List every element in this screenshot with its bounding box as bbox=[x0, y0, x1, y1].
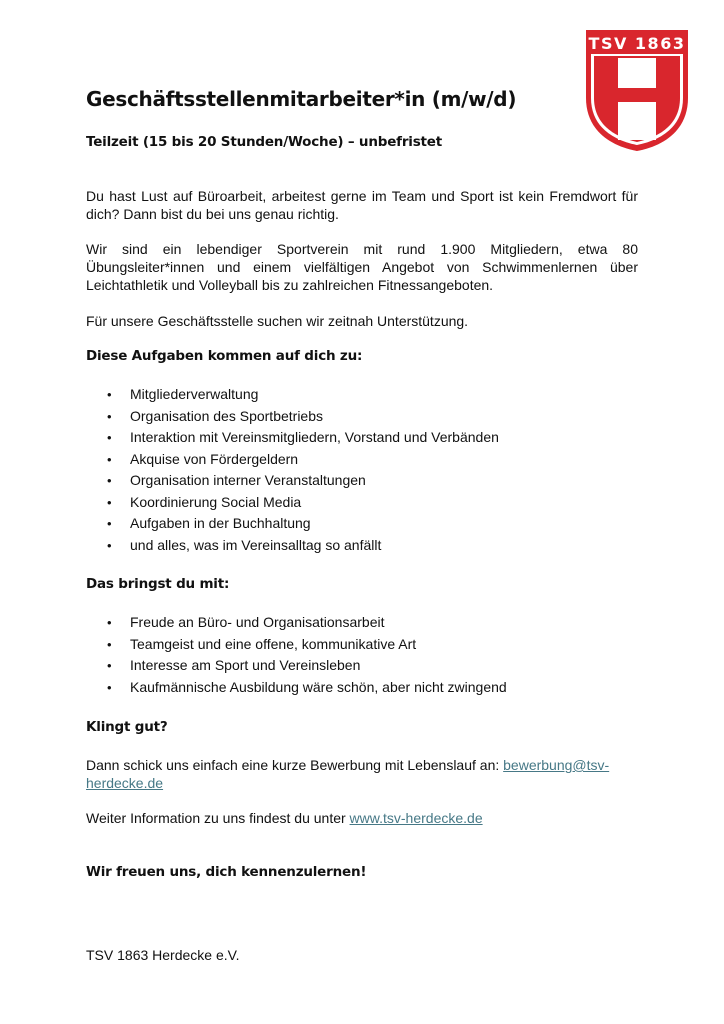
intro-paragraph-1: Du hast Lust auf Büroarbeit, arbeitest gerne im Team und Sport ist kein Fremdwort für dich? Dann bist du bei uns genau richtig. bbox=[86, 188, 638, 222]
bullet-icon: • bbox=[107, 473, 112, 488]
bullet-icon: • bbox=[107, 537, 112, 553]
apply-text: Dann schick uns einfach eine kurze Bewerbung mit Lebenslauf an: bbox=[86, 757, 504, 773]
list-item-text: Teamgeist und eine offene, kommunikative Art bbox=[130, 635, 417, 652]
info-text: Weiter Information zu uns findest du unter bbox=[86, 810, 350, 826]
list-item-text: Freude an Büro- und Organisationsarbeit bbox=[130, 614, 385, 630]
bullet-icon: • bbox=[107, 516, 112, 531]
job-title: Geschäftsstellenmitarbeiter*in (m/w/d) bbox=[86, 87, 517, 111]
list-item-text: Interesse am Sport und Vereinsleben bbox=[130, 657, 361, 673]
list-item-text: und alles, was im Vereinsalltag so anfällt bbox=[130, 536, 382, 553]
bullet-icon: • bbox=[107, 430, 112, 445]
list-item bbox=[86, 677, 507, 699]
list-item-text: Akquise von Fördergeldern bbox=[130, 450, 299, 467]
list-item-text: Organisation interner Veranstaltungen bbox=[130, 472, 366, 488]
footer-org-name: TSV 1863 Herdecke e.V. bbox=[86, 947, 240, 963]
list-item bbox=[86, 470, 499, 492]
tsv-shield-logo bbox=[584, 28, 690, 153]
bullet-icon: • bbox=[107, 451, 112, 467]
requirements-list bbox=[86, 612, 507, 698]
requirements-heading: Das bringst du mit: bbox=[86, 576, 230, 592]
bullet-icon: • bbox=[107, 636, 112, 652]
job-subtitle: Teilzeit (15 bis 20 Stunden/Woche) – unbefristet bbox=[86, 134, 443, 150]
list-item-text: Mitgliederverwaltung bbox=[130, 386, 259, 402]
list-item bbox=[86, 634, 507, 656]
list-item-text: Kaufmännische Ausbildung wäre schön, aber nicht zwingend bbox=[130, 678, 507, 695]
list-item bbox=[86, 535, 499, 557]
list-item bbox=[86, 384, 499, 406]
email-link[interactable]: bewerbung@tsv-herdecke.de bbox=[86, 757, 610, 791]
intro-paragraph-3: Für unsere Geschäftsstelle suchen wir zeitnah Unterstützung. bbox=[86, 313, 469, 329]
bullet-icon: • bbox=[107, 387, 112, 402]
bullet-icon: • bbox=[107, 615, 112, 630]
list-item bbox=[86, 612, 507, 634]
list-item-text: Koordinierung Social Media bbox=[130, 493, 302, 510]
bullet-icon: • bbox=[107, 494, 112, 510]
list-item-text: Aufgaben in der Buchhaltung bbox=[130, 515, 311, 531]
list-item bbox=[86, 513, 499, 535]
closing-text: Wir freuen uns, dich kennenzulernen! bbox=[86, 864, 367, 880]
list-item bbox=[86, 655, 507, 677]
logo-text: TSV 1863 bbox=[588, 34, 686, 53]
bullet-icon: • bbox=[107, 658, 112, 673]
bullet-icon: • bbox=[107, 679, 112, 695]
list-item bbox=[86, 492, 499, 514]
list-item bbox=[86, 427, 499, 449]
tasks-heading: Diese Aufgaben kommen auf dich zu: bbox=[86, 348, 363, 364]
list-item-text: Interaktion mit Vereinsmitgliedern, Vorstand und Verbänden bbox=[130, 429, 499, 445]
website-link[interactable]: www.tsv-herdecke.de bbox=[349, 810, 483, 826]
tasks-list bbox=[86, 384, 499, 556]
list-item bbox=[86, 449, 499, 471]
list-item bbox=[86, 406, 499, 428]
intro-paragraph-2: Wir sind ein lebendiger Sportverein mit rund 1.900 Mitgliedern, etwa 80 Übungsleiter*innen und einem vielfältigen Angebot von Schwimmenlernen über Leichtathletik und Volleyball bis zu zahlreichen Fitnessangeboten. bbox=[86, 241, 638, 293]
contact-heading: Klingt gut? bbox=[86, 719, 168, 735]
list-item-text: Organisation des Sportbetriebs bbox=[130, 407, 323, 424]
info-paragraph bbox=[86, 809, 638, 827]
apply-paragraph bbox=[86, 756, 626, 792]
bullet-icon: • bbox=[107, 408, 112, 424]
